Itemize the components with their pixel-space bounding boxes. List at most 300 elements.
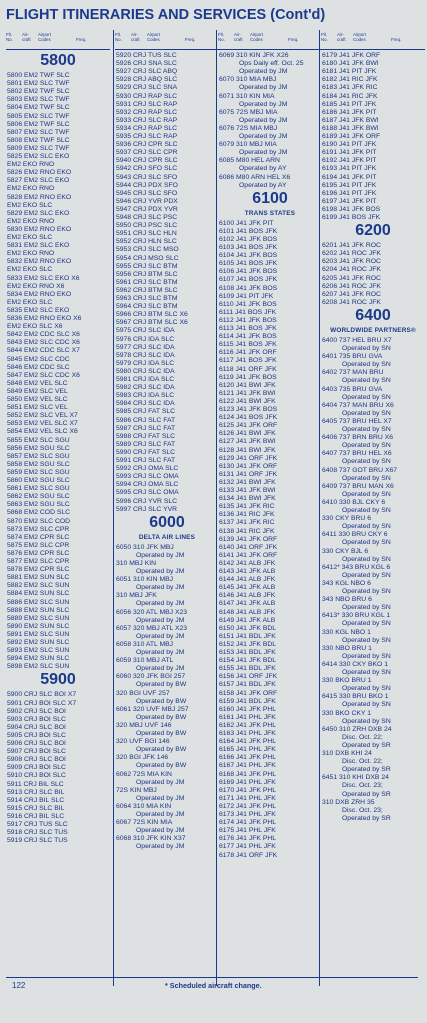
flight-row: 6101 J41 BOS JFK bbox=[219, 227, 278, 235]
operator-note: Operated by JM bbox=[136, 843, 185, 851]
flight-row: 5931 CRJ SLC RAP bbox=[116, 100, 178, 108]
flight-row: 6203 J41 JFK ROC bbox=[322, 258, 381, 266]
header-cell: Air- craft bbox=[22, 32, 31, 43]
flight-row: 6204 J41 ROC JFK bbox=[322, 266, 381, 274]
flight-row: 6180 J41 JFK BWI bbox=[322, 60, 379, 68]
flight-row: 6112 J41 JFK BOS bbox=[219, 316, 277, 324]
schedule-column bbox=[6, 30, 110, 986]
flight-row: 5926 CRJ SNA SLC bbox=[116, 60, 177, 68]
operator-note: Operated by SN bbox=[342, 442, 391, 450]
operator-note: Disc. Oct. 23; bbox=[342, 782, 383, 790]
flight-row: 6133 J41 JFK BWI bbox=[219, 487, 276, 494]
flight-row: 5829 EM2 SLC EKO bbox=[7, 209, 70, 217]
operator-note: Operated by SN bbox=[342, 474, 391, 482]
flight-row: 5863 EM2 SGU SLC bbox=[7, 501, 70, 509]
operator-note: Operated by JM bbox=[239, 149, 288, 157]
flight-row: 5906 CRJ SLC BOI bbox=[7, 740, 66, 747]
flight-row: 5937 CRJ SLC CPR bbox=[116, 149, 178, 157]
header-cell: Airport Codes bbox=[250, 32, 263, 43]
flight-row: 6151 J41 BDL JFK bbox=[219, 632, 276, 640]
flight-row: 5917 CRJ TUS SLC bbox=[7, 821, 68, 828]
header-cell: Airport Codes bbox=[353, 32, 366, 43]
flight-row: 6113 J41 BOS JFK bbox=[219, 325, 277, 332]
operator-note: Operated by SR bbox=[342, 790, 391, 798]
flight-row: 5983 CRJ IDA SLC bbox=[116, 392, 175, 400]
flight-row: 5891 EM2 SLC SUN bbox=[7, 630, 70, 638]
flight-row: 6165 J41 PHL JFK bbox=[219, 746, 276, 754]
flight-row: 5993 CRJ SLC OMA bbox=[116, 473, 179, 481]
flight-row: 6406 737 BRN BRU X6 bbox=[322, 434, 394, 442]
flight-row: 5930 CRJ RAP SLC bbox=[116, 92, 178, 100]
flight-row: 6111 J41 BOS JFK bbox=[219, 308, 277, 316]
flight-row: 5848 EM2 VEL SLC bbox=[7, 379, 68, 387]
flight-row: 5989 CRJ SLC FAT bbox=[116, 440, 176, 448]
operator-note: Operated by JM bbox=[239, 84, 288, 92]
flight-row: EM2 EKO RNO bbox=[7, 217, 55, 225]
operator-note: Operated by JM bbox=[136, 778, 185, 786]
operator-note: Operated by SR bbox=[342, 814, 391, 822]
flight-row: 320 UVF BGI 146 bbox=[116, 738, 170, 746]
operator-note: Operated by JM bbox=[239, 133, 288, 140]
flight-row: 5904 CRJ SLC BOI bbox=[7, 723, 66, 731]
operator-note: Operated by SN bbox=[342, 361, 391, 369]
flight-row: 5909 CRJ BOI SLC bbox=[7, 764, 66, 772]
operator-note: Operated by SN bbox=[342, 345, 391, 352]
column-header bbox=[6, 30, 110, 50]
operator-note: Operated by SN bbox=[342, 409, 391, 417]
flight-row: 6069 310 KIN JFK X26 bbox=[219, 52, 289, 59]
flight-row: 5919 CRJ SLC TUS bbox=[7, 837, 68, 845]
flight-row: EM2 EKO RNO bbox=[7, 185, 55, 193]
flight-row: 5928 CRJ ABQ SLC bbox=[116, 76, 178, 84]
flight-row: 6057 320 MBJ ATL X23 bbox=[116, 624, 188, 632]
flight-row: 6163 J41 PHL JFK bbox=[219, 730, 276, 737]
flight-row: 5918 CRJ SLC TUS bbox=[7, 829, 68, 837]
flight-row: 6147 J41 JFK ALB bbox=[219, 600, 276, 608]
flight-row: 6162 J41 JFK PHL bbox=[219, 721, 277, 729]
flight-row: 5844 EM2 CDC SLC X7 bbox=[7, 347, 80, 355]
operator-note: Operated by SN bbox=[342, 717, 391, 725]
flight-row: EM2 EKO SLC bbox=[7, 234, 53, 241]
flight-row: 5836 EM2 RNO EKO X6 bbox=[7, 315, 82, 322]
flight-row: 6169 J41 PHL JFK bbox=[219, 778, 276, 786]
flight-row: 6142 J41 ALB JFK bbox=[219, 559, 276, 567]
flight-row: 6144 J41 ALB JFK bbox=[219, 576, 276, 584]
flight-row: 6160 J41 JFK PHL bbox=[219, 705, 277, 713]
header-cell: Freq. bbox=[185, 37, 196, 42]
operator-note: Operated by SN bbox=[342, 507, 391, 514]
flight-row: 6145 J41 JFK ALB bbox=[219, 584, 276, 592]
flight-row: 5994 CRJ OMA SLC bbox=[116, 481, 179, 489]
operator-note: Operated by JM bbox=[136, 584, 185, 592]
flight-row: 6068 310 JFK KIN X37 bbox=[116, 835, 186, 843]
flight-row: 330 KGL NBO 1 bbox=[322, 628, 371, 636]
flight-row: 5956 CRJ BTM SLC bbox=[116, 270, 178, 278]
flight-row: 6103 J41 BOS JFK bbox=[219, 244, 278, 251]
operator-note: Operated by BW bbox=[136, 697, 187, 705]
flight-row: 6110 J41 JFK BOS bbox=[219, 300, 277, 308]
column-header bbox=[115, 30, 219, 50]
flight-row: 6071 310 KIN MIA bbox=[219, 92, 275, 100]
flight-row: 5825 EM2 SLC EKO bbox=[7, 153, 70, 160]
flight-row: 6059 310 MBJ ATL bbox=[116, 657, 174, 665]
section-number: 6000 bbox=[149, 513, 185, 531]
flight-row: 6156 J41 ORF JFK bbox=[219, 673, 278, 681]
flight-row: 6085 M80 HEL ARN bbox=[219, 157, 280, 165]
flight-row: 6134 J41 BWI JFK bbox=[219, 495, 276, 503]
flight-row: 6062 72S MIA KIN bbox=[116, 770, 172, 778]
flight-row: 6118 J41 ORF JFK bbox=[219, 365, 277, 373]
flight-row: 6413* 330 BRU KGL 1 bbox=[322, 612, 391, 620]
header-cell: Flt. No. bbox=[115, 32, 122, 43]
flight-row: 6050 310 JFK MBJ bbox=[116, 543, 174, 551]
flight-row: 5945 CRJ SLC SFO bbox=[116, 189, 178, 197]
operator-note: Operated by JM bbox=[136, 568, 185, 575]
header-cell: Freq. bbox=[288, 37, 299, 42]
flight-row: 5996 CRJ YVR SLC bbox=[116, 497, 178, 505]
flight-row: 5977 CRJ SLC IDA bbox=[116, 343, 175, 351]
flight-row: 6170 J41 JFK PHL bbox=[219, 786, 277, 794]
flight-row: 6409 737 BRU MAN X6 bbox=[322, 482, 394, 490]
flight-row: 5843 EM2 SLC CDC X6 bbox=[7, 339, 80, 347]
flight-row: 6202 J41 ROC JFK bbox=[322, 250, 381, 258]
flight-row: 310 DXB KHI 24 bbox=[322, 750, 372, 757]
flight-row: 6138 J41 RIC JFK bbox=[219, 527, 275, 535]
flight-row: 6125 J41 JFK ORF bbox=[219, 422, 278, 430]
flight-row: 6140 J41 ORF JFK bbox=[219, 543, 278, 551]
flight-row: 6121 J41 JFK BWI bbox=[219, 389, 276, 397]
flight-row: 5889 EM2 SLC SUN bbox=[7, 614, 70, 622]
operator-note: Operated by SN bbox=[342, 393, 391, 401]
flight-row: 310 MBJ JFK bbox=[116, 592, 157, 600]
flight-row: 5874 EM2 CPR SLC bbox=[7, 533, 70, 541]
flight-row: 6192 J41 JFK PIT bbox=[322, 157, 377, 165]
flight-row: 6179 J41 JFK ORF bbox=[322, 52, 381, 59]
flight-row: 5849 EM2 SLC VEL bbox=[7, 387, 68, 395]
flight-row: 6148 J41 ALB JFK bbox=[219, 608, 276, 616]
flight-row: EM2 EKO RNO X6 bbox=[7, 282, 65, 290]
flight-row: 5901 CRJ BOI SLC X7 bbox=[7, 699, 77, 707]
flight-row: 5808 EM2 TWF SLC bbox=[7, 136, 70, 144]
flight-row: EM2 EKO SLC X6 bbox=[7, 323, 63, 331]
flight-row: 5835 EM2 SLC EKO bbox=[7, 306, 70, 314]
flight-row: 6167 J41 PHL JFK bbox=[219, 762, 276, 770]
flight-row: 5954 CRJ MSO SLC bbox=[116, 254, 179, 262]
flight-row: 6405 737 BRU HEL X7 bbox=[322, 417, 392, 425]
schedule-column bbox=[218, 30, 322, 986]
flight-row: 5981 CRJ IDA SLC bbox=[116, 376, 175, 383]
operator-note: Disc. Oct. 23; bbox=[342, 806, 383, 814]
flight-row: 5852 EM2 SLC VEL X7 bbox=[7, 412, 78, 420]
page-title: FLIGHT ITINERARIES AND SERVICES (Cont'd) bbox=[6, 7, 326, 23]
flight-row: 6064 310 MIA KIN bbox=[116, 802, 172, 810]
flight-row: 6141 J41 JFK ORF bbox=[219, 551, 278, 559]
section-airline: WORLDWIDE PARTNERS® bbox=[330, 326, 416, 334]
flight-row: 5951 CRJ SLC HLN bbox=[116, 230, 177, 238]
flight-row: 6075 72S MBJ MIA bbox=[219, 108, 278, 116]
operator-note: Operated by BW bbox=[136, 762, 187, 770]
flight-row: 320 BGI JFK 146 bbox=[116, 754, 169, 762]
flight-row: 6410 330 BJL CKY 6 bbox=[322, 498, 386, 506]
flight-row: 330 CKY BJL 6 bbox=[322, 547, 369, 555]
flight-row: 5806 EM2 TWF SLC bbox=[7, 120, 70, 128]
footnote: * Scheduled aircraft change. bbox=[165, 981, 262, 990]
flight-row: 6143 J41 JFK ALB bbox=[219, 568, 276, 575]
flight-row: 5857 EM2 SLC SGU bbox=[7, 452, 70, 460]
flight-row: 6067 72S KIN MIA bbox=[116, 819, 173, 827]
flight-row: 5804 EM2 TWF SLC bbox=[7, 104, 70, 112]
flight-row: 5861 EM2 SLC SGU bbox=[7, 485, 70, 493]
flight-row: 6182 J41 RIC JFK bbox=[322, 76, 378, 84]
flight-row: 5894 EM2 SUN SLC bbox=[7, 655, 70, 663]
flight-row: 6109 J41 PIT JFK bbox=[219, 292, 274, 300]
flight-row: 5898 EM2 SLC SUN bbox=[7, 663, 70, 671]
flight-row: 5984 CRJ SLC IDA bbox=[116, 400, 175, 408]
operator-note: Operated by JM bbox=[136, 600, 185, 608]
flight-row: EM2 EKO RNO bbox=[7, 250, 55, 258]
page-number: 122 bbox=[12, 981, 26, 990]
flight-row: 6412* 343 BRU KGL 6 bbox=[322, 563, 391, 571]
flight-row: 5911 CRJ BIL SLC bbox=[7, 780, 64, 788]
flight-row: 5875 EM2 SLC CPR bbox=[7, 541, 70, 549]
flight-row: 5886 EM2 SLC SUN bbox=[7, 598, 70, 606]
flight-row: 5828 EM2 RNO EKO bbox=[7, 193, 72, 201]
flight-row: 6139 J41 JFK ORF bbox=[219, 535, 278, 543]
header-cell: Flt. No. bbox=[218, 32, 225, 43]
operator-note: Operated by BW bbox=[136, 713, 187, 721]
flight-row: 6076 72S MIA MBJ bbox=[219, 124, 278, 132]
flight-row: 5876 EM2 CPR SLC bbox=[7, 549, 70, 557]
operator-note: Operated by SN bbox=[342, 588, 391, 595]
flight-row: 5851 EM2 SLC VEL bbox=[7, 404, 68, 412]
flight-row: 5809 EM2 SLC TWF bbox=[7, 144, 70, 152]
flight-row: 5997 CRJ SLC YVR bbox=[116, 505, 178, 513]
flight-row: 343 NBO BRU 6 bbox=[322, 596, 372, 604]
flight-row: 5856 EM2 SGU SLC bbox=[7, 444, 70, 452]
flight-row: 320 BGI UVF 257 bbox=[116, 689, 170, 697]
operator-note: Operated by JM bbox=[136, 649, 185, 656]
operator-note: Operated by JM bbox=[136, 616, 185, 624]
operator-note: Operated by SN bbox=[342, 458, 391, 466]
flight-row: 6132 J41 BWI JFK bbox=[219, 478, 276, 486]
operator-note: Operated by SN bbox=[342, 571, 391, 579]
flight-row: 6127 J41 JFK BWI bbox=[219, 438, 276, 446]
flight-row: 6199 J41 BOS JFK bbox=[322, 214, 381, 221]
flight-row: 6400 737 HEL BRU X7 bbox=[322, 336, 392, 344]
flight-row: 6102 J41 JFK BOS bbox=[219, 235, 278, 243]
flight-row: 6207 J41 JFK ROC bbox=[322, 290, 381, 298]
flight-row: 6086 M80 ARN HEL X6 bbox=[219, 173, 291, 181]
operator-note: Operated by AY bbox=[239, 165, 287, 173]
flight-row: 5940 CRJ CPR SLC bbox=[116, 157, 178, 165]
flight-row: 5985 CRJ FAT SLC bbox=[116, 408, 176, 416]
flight-row: 6136 J41 RIC JFK bbox=[219, 511, 275, 519]
flight-row: 6122 J41 BWI JFK bbox=[219, 397, 276, 405]
flight-row: 5988 CRJ FAT SLC bbox=[116, 432, 176, 440]
flight-row: 6061 320 UVF MBJ 257 bbox=[116, 705, 189, 713]
flight-row: 5992 CRJ OMA SLC bbox=[116, 465, 179, 473]
flight-row: 6158 J41 JFK ORF bbox=[219, 689, 278, 697]
operator-note: Operated by JM bbox=[136, 827, 185, 835]
bottom-rule bbox=[6, 977, 418, 978]
flight-row: 5967 CRJ BTM SLC X6 bbox=[116, 319, 188, 327]
flight-row: 5868 EM2 COD SLC bbox=[7, 509, 71, 517]
flight-row: 6104 J41 JFK BOS bbox=[219, 252, 278, 260]
flight-row: 5870 EM2 SLC COD bbox=[7, 517, 71, 525]
flight-row: 6108 J41 JFK BOS bbox=[219, 284, 278, 292]
header-cell: Air- craft bbox=[337, 32, 346, 43]
flight-row: 5858 EM2 SGU SLC bbox=[7, 460, 70, 468]
flight-row: 5995 CRJ SLC OMA bbox=[116, 489, 179, 497]
flight-row: 5862 EM2 SGU SLC bbox=[7, 493, 70, 501]
flight-row: 6178 J41 ORF JFK bbox=[219, 851, 278, 859]
operator-note: Operated by BW bbox=[136, 681, 187, 689]
flight-row: 6196 J41 PIT JFK bbox=[322, 189, 377, 197]
flight-row: 6079 310 MBJ MIA bbox=[219, 141, 277, 149]
flight-row: 6157 J41 BDL JFK bbox=[219, 681, 276, 689]
operator-note: Operated by SR bbox=[342, 766, 391, 774]
flight-row: 6115 J41 BOS JFK bbox=[219, 341, 277, 349]
flight-row: 5853 EM2 VEL SLC X7 bbox=[7, 420, 78, 428]
flight-row: 6173 J41 PHL JFK bbox=[219, 811, 276, 818]
flight-row: 6175 J41 PHL JFK bbox=[219, 827, 276, 835]
flight-row: 5873 EM2 SLC CPR bbox=[7, 525, 70, 533]
flight-row: 5855 EM2 SLC SGU bbox=[7, 436, 70, 444]
header-cell: Flt. No. bbox=[6, 32, 13, 43]
flight-row: 6137 J41 JFK RIC bbox=[219, 519, 275, 527]
flight-row: 5842 EM2 CDC SLC X6 bbox=[7, 331, 80, 339]
flight-row: 5976 CRJ IDA SLC bbox=[116, 335, 175, 343]
flight-row: 5943 CRJ SLC SFO bbox=[116, 173, 178, 181]
flight-row: 320 MBJ UVF 146 bbox=[116, 721, 172, 729]
flight-row: 5936 CRJ CPR SLC bbox=[116, 141, 178, 149]
flight-row: 6450 310 ZRH DXB 24 bbox=[322, 725, 392, 733]
flight-row: 6198 J41 JFK BOS bbox=[322, 205, 381, 213]
flight-row: 6119 J41 JFK BOS bbox=[219, 373, 277, 381]
flight-row: 6451 310 KHI DXB 24 bbox=[322, 774, 389, 782]
flight-row: EM2 EKO SLC bbox=[7, 266, 53, 274]
flight-row: 6146 J41 ALB JFK bbox=[219, 592, 276, 600]
operator-note: Operated by BW bbox=[136, 730, 187, 737]
flight-row: 6123 J41 JFK BOS bbox=[219, 406, 278, 413]
operator-note: Operated by SN bbox=[342, 377, 391, 385]
flight-row: 5801 EM2 SLC TWF bbox=[7, 80, 70, 88]
flight-row: 6152 J41 JFK BDL bbox=[219, 640, 277, 648]
flight-row: 6154 J41 JFK BDL bbox=[219, 657, 277, 665]
flight-row: 6164 J41 JFK PHL bbox=[219, 738, 277, 746]
flight-row: 5955 CRJ SLC BTM bbox=[116, 262, 178, 270]
header-cell: Freq. bbox=[391, 37, 402, 42]
flight-row: 6174 J41 JFK PHL bbox=[219, 819, 277, 827]
flight-row: 6205 J41 JFK ROC bbox=[322, 274, 381, 282]
flight-row: 5888 EM2 SUN SLC bbox=[7, 606, 70, 614]
flight-row: 6177 J41 PHL JFK bbox=[219, 843, 276, 851]
flight-row: 6402 737 MAN BRU bbox=[322, 369, 384, 377]
flight-row: 6194 J41 JFK PIT bbox=[322, 173, 377, 181]
flight-row: 6411 330 BRU CKY 6 bbox=[322, 531, 388, 539]
operator-note: Ops Daily eff. Oct. 25 bbox=[239, 60, 304, 68]
flight-row: 5892 EM2 SUN SLC bbox=[7, 639, 70, 646]
flight-row: 6415 330 BRU BKO 1 bbox=[322, 693, 389, 701]
flight-row: 5831 EM2 SLC EKO bbox=[7, 242, 70, 250]
flight-row: 5950 CRJ PSC SLC bbox=[116, 222, 178, 230]
flight-row: 72S KIN MBJ bbox=[116, 786, 157, 794]
flight-row: 6100 J41 JFK PIT bbox=[219, 219, 274, 227]
flight-row: 5986 CRJ SLC FAT bbox=[116, 416, 176, 424]
flight-row: 6208 J41 ROC JFK bbox=[322, 298, 381, 306]
flight-row: 5850 EM2 VEL SLC bbox=[7, 396, 68, 403]
flight-row: 6189 J41 JFK ORF bbox=[322, 133, 381, 140]
flight-row: 5881 EM2 SUN SLC bbox=[7, 574, 70, 582]
flight-row: 6206 J41 ROC JFK bbox=[322, 282, 381, 290]
flight-row: 6176 J41 JFK PHL bbox=[219, 835, 277, 843]
flight-row: 5800 EM2 TWF SLC bbox=[7, 72, 70, 79]
flight-row: 6126 J41 BWI JFK bbox=[219, 430, 276, 438]
operator-note: Operated by JM bbox=[136, 632, 185, 640]
flight-row: 5952 CRJ HLN SLC bbox=[116, 238, 177, 246]
operator-note: Operated by SN bbox=[342, 523, 391, 531]
header-cell: Airport Codes bbox=[147, 32, 160, 43]
operator-note: Operated by JM bbox=[239, 116, 288, 124]
flight-row: 5834 EM2 RNO EKO bbox=[7, 290, 72, 298]
flight-row: 6408 737 GOT BRU X67 bbox=[322, 466, 398, 474]
flight-row: 5933 CRJ SLC RAP bbox=[116, 116, 178, 124]
header-cell: Airport Codes bbox=[38, 32, 51, 43]
operator-note: Operated by SN bbox=[342, 652, 391, 660]
flight-row: 5907 CRJ BOI SLC bbox=[7, 748, 66, 756]
flight-row: 6070 310 MIA MBJ bbox=[219, 76, 277, 84]
operator-note: Operated by JM bbox=[136, 811, 185, 818]
flight-row: 5905 CRJ BOI SLC bbox=[7, 731, 66, 739]
flight-row: 330 BKO CKY 1 bbox=[322, 709, 371, 717]
flight-row: 6131 J41 ORF JFK bbox=[219, 470, 278, 478]
flight-row: 5978 CRJ SLC IDA bbox=[116, 351, 175, 359]
flight-row: 5946 CRJ YVR PDX bbox=[116, 197, 178, 205]
flight-row: 6188 J41 JFK BWI bbox=[322, 124, 379, 132]
flight-row: 6161 J41 PHL JFK bbox=[219, 713, 276, 721]
section-number: 5900 bbox=[40, 671, 76, 689]
flight-row: 6107 J41 BOS JFK bbox=[219, 276, 278, 284]
operator-note: Operated by AY bbox=[239, 181, 287, 189]
column-header bbox=[218, 30, 322, 50]
header-cell: Air- craft bbox=[234, 32, 243, 43]
flight-row: 5991 CRJ SLC FAT bbox=[116, 457, 176, 464]
flight-row: 6060 320 JFK BGI 257 bbox=[116, 673, 186, 681]
flight-row: 5884 EM2 SUN SLC bbox=[7, 590, 70, 598]
flight-row: 6120 J41 BWI JFK bbox=[219, 381, 276, 389]
flight-row: 5832 EM2 RNO EKO bbox=[7, 258, 72, 266]
flight-row: 6184 J41 RIC JFK bbox=[322, 92, 378, 100]
flight-row: 5854 EM2 VEL SLC X6 bbox=[7, 428, 78, 436]
section-airline: TRANS STATES bbox=[244, 209, 296, 217]
flight-row: 6403 735 BRU GVA bbox=[322, 385, 383, 393]
flight-row: 5826 EM2 RNO EKO bbox=[7, 169, 72, 177]
flight-row: 5948 CRJ SLC PSC bbox=[116, 214, 178, 221]
operator-note: Operated by JM bbox=[136, 665, 185, 673]
flight-row: 5990 CRJ FAT SLC bbox=[116, 448, 176, 456]
flight-row: 5932 CRJ RAP SLC bbox=[116, 108, 178, 116]
flight-row: 6105 J41 BOS JFK bbox=[219, 260, 278, 268]
operator-note: Operated by SN bbox=[342, 620, 391, 628]
flight-row: 5802 EM2 TWF SLC bbox=[7, 88, 70, 96]
flight-row: 5975 CRJ SLC IDA bbox=[116, 327, 175, 335]
flight-row: 6201 J41 JFK ROC bbox=[322, 242, 381, 250]
flight-row: 5908 CRJ SLC BOI bbox=[7, 756, 66, 764]
flight-row: EM2 EKO SLC bbox=[7, 298, 53, 306]
operator-note: Operated by JM bbox=[136, 551, 185, 559]
flight-row: 6051 310 KIN MBJ bbox=[116, 576, 174, 584]
flight-row: 5982 CRJ SLC IDA bbox=[116, 384, 175, 392]
